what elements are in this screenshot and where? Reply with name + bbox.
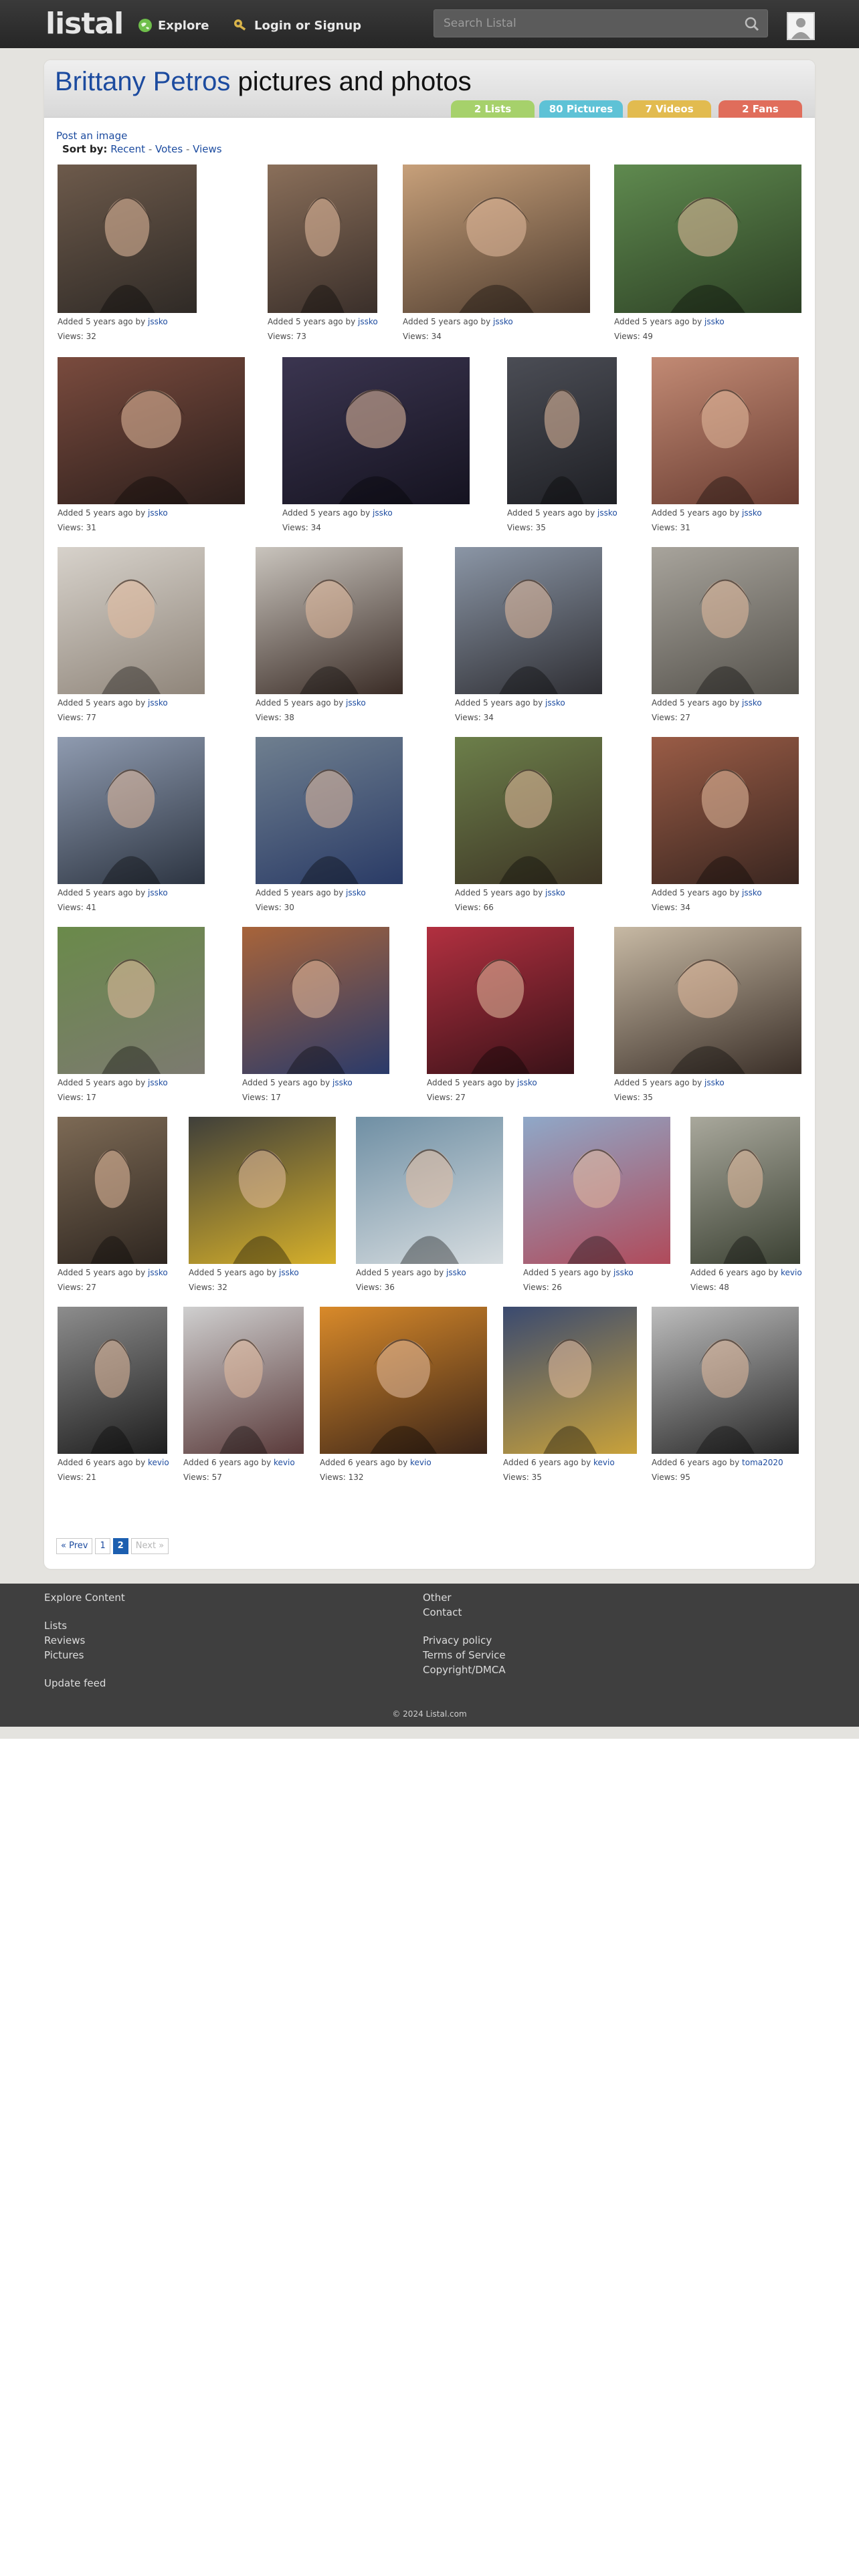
photo-meta — [58, 1458, 169, 1482]
photo-image — [403, 165, 590, 313]
photo-image — [320, 1307, 487, 1454]
photo-added-info — [356, 1268, 466, 1277]
photo-thumbnail[interactable] — [356, 1117, 503, 1264]
photo-thumbnail[interactable] — [614, 165, 801, 313]
photo-meta — [268, 317, 378, 341]
photo-added-text: Added 5 years ago by — [455, 888, 543, 897]
tab-videos[interactable]: 7 Videos — [628, 100, 711, 118]
photo-thumbnail[interactable] — [58, 1117, 167, 1264]
photo-meta — [427, 1078, 537, 1102]
photo-views: Views: 32 — [58, 332, 96, 341]
nav-explore-label: Explore — [158, 18, 209, 33]
photo-image — [356, 1117, 503, 1264]
photo-added-text: Added 6 years ago by — [690, 1268, 779, 1277]
tab-pictures[interactable]: 80 Pictures — [539, 100, 623, 118]
photo-image — [523, 1117, 670, 1264]
photo-added-info — [268, 317, 378, 326]
photo-added-info — [455, 698, 565, 708]
photo-image — [183, 1307, 304, 1454]
photo-views: Views: 21 — [58, 1473, 96, 1482]
photo-image — [58, 1117, 167, 1264]
photo-image — [58, 547, 205, 694]
photo-added-text: Added 5 years ago by — [282, 508, 371, 518]
photo-added-info — [320, 1458, 432, 1467]
photo-uploader-link[interactable]: jssko — [704, 317, 725, 326]
photo-added-text: Added 6 years ago by — [503, 1458, 591, 1467]
photo-meta — [282, 508, 393, 532]
photo-added-info — [58, 1458, 169, 1467]
panel-header — [44, 60, 815, 118]
photo-thumbnail[interactable] — [58, 737, 205, 884]
nav-explore-link[interactable] — [138, 16, 209, 35]
search-input[interactable] — [434, 10, 729, 37]
photo-meta — [507, 508, 617, 532]
photo-image — [503, 1307, 637, 1454]
main-content-panel — [44, 60, 815, 1569]
photo-image — [242, 927, 389, 1074]
nav-login-label: Login or Signup — [254, 18, 362, 33]
photo-uploader-link[interactable]: jssko — [373, 508, 393, 518]
site-footer — [0, 1584, 859, 1727]
nav-login-link[interactable] — [233, 16, 361, 35]
photo-added-info — [652, 1458, 783, 1467]
photo-image — [256, 547, 403, 694]
photo-uploader-link[interactable]: jssko — [742, 698, 762, 708]
photo-uploader-link[interactable]: jssko — [446, 1268, 466, 1277]
photo-meta — [455, 888, 565, 912]
photo-thumbnail[interactable] — [690, 1117, 800, 1264]
photo-added-info — [614, 317, 725, 326]
photo-meta — [455, 698, 565, 722]
photo-image — [507, 357, 617, 504]
footer-terms-link[interactable]: Terms of Service — [423, 1649, 506, 1661]
photo-added-text: Added 5 years ago by — [58, 888, 146, 897]
photo-uploader-link[interactable]: kevio — [593, 1458, 615, 1467]
photo-image — [427, 927, 574, 1074]
photo-meta — [614, 317, 725, 341]
photo-meta — [356, 1268, 466, 1292]
photo-added-info — [690, 1268, 802, 1277]
photo-views: Views: 17 — [58, 1093, 96, 1102]
sort-by-bar: Sort by: Recent - Votes - Views — [62, 143, 222, 155]
photo-added-text: Added 5 years ago by — [58, 1078, 146, 1087]
photo-views: Views: 132 — [320, 1473, 364, 1482]
photo-meta — [183, 1458, 295, 1482]
photo-uploader-link[interactable]: kevio — [410, 1458, 432, 1467]
photo-views: Views: 95 — [652, 1473, 690, 1482]
photo-added-info — [652, 698, 762, 708]
photo-uploader-link[interactable]: jssko — [148, 508, 168, 518]
photo-thumbnail[interactable] — [652, 737, 799, 884]
footer-copyright-link[interactable]: Copyright/DMCA — [423, 1664, 506, 1676]
photo-views: Views: 49 — [614, 332, 653, 341]
photo-uploader-link[interactable]: kevio — [148, 1458, 169, 1467]
photo-thumbnail[interactable] — [507, 357, 617, 504]
photo-added-info — [507, 508, 617, 518]
photo-views: Views: 36 — [356, 1283, 395, 1292]
footer-other-title: Other — [423, 1592, 452, 1604]
photo-meta — [652, 1458, 783, 1482]
photo-added-text: Added 6 years ago by — [183, 1458, 272, 1467]
photo-meta — [256, 698, 366, 722]
photo-added-info — [652, 508, 762, 518]
search-box — [434, 9, 768, 37]
photo-meta — [320, 1458, 432, 1482]
footer-contact-link[interactable]: Contact — [423, 1606, 462, 1618]
photo-added-info — [58, 1268, 168, 1277]
photo-uploader-link[interactable]: jssko — [279, 1268, 299, 1277]
photo-added-info — [427, 1078, 537, 1087]
photo-added-text: Added 5 years ago by — [58, 317, 146, 326]
photo-meta — [256, 888, 366, 912]
photo-uploader-link[interactable]: jssko — [346, 698, 366, 708]
photo-thumbnail[interactable] — [189, 1117, 336, 1264]
photo-meta — [652, 888, 762, 912]
photo-thumbnail[interactable] — [256, 737, 403, 884]
footer-lists-link[interactable]: Lists — [44, 1620, 68, 1632]
user-avatar[interactable] — [787, 12, 815, 40]
photo-meta — [58, 698, 168, 722]
photo-added-text: Added 5 years ago by — [58, 698, 146, 708]
search-icon[interactable] — [743, 15, 761, 33]
photo-uploader-link[interactable]: jssko — [597, 508, 617, 518]
photo-image — [652, 737, 799, 884]
photo-added-info — [282, 508, 393, 518]
photo-thumbnail[interactable] — [320, 1307, 487, 1454]
photo-uploader-link[interactable]: jssko — [545, 888, 565, 897]
photo-thumbnail[interactable] — [268, 165, 377, 313]
photo-image — [614, 165, 801, 313]
photo-meta — [523, 1268, 634, 1292]
photo-added-text: Added 5 years ago by — [507, 508, 595, 518]
photo-uploader-link[interactable]: jssko — [148, 888, 168, 897]
photo-added-text: Added 5 years ago by — [189, 1268, 277, 1277]
photo-meta — [614, 1078, 725, 1102]
photo-added-text: Added 5 years ago by — [403, 317, 491, 326]
photo-added-info — [58, 698, 168, 708]
page-title — [55, 67, 472, 97]
photo-added-text: Added 5 years ago by — [268, 317, 356, 326]
photo-uploader-link[interactable]: jssko — [358, 317, 378, 326]
photo-thumbnail[interactable] — [503, 1307, 637, 1454]
photo-views: Views: 48 — [690, 1283, 729, 1292]
photo-views: Views: 32 — [189, 1283, 227, 1292]
photo-views: Views: 77 — [58, 713, 96, 722]
photo-views: Views: 27 — [652, 713, 690, 722]
photo-uploader-link[interactable]: jssko — [545, 698, 565, 708]
photo-added-text: Added 5 years ago by — [523, 1268, 611, 1277]
photo-thumbnail[interactable] — [58, 1307, 167, 1454]
sort-by-label: Sort by: — [62, 143, 108, 155]
photo-added-info — [58, 888, 168, 897]
celebrity-name-link[interactable]: Brittany Petros — [55, 67, 231, 96]
photo-meta — [58, 1268, 168, 1292]
photo-added-text: Added 5 years ago by — [356, 1268, 444, 1277]
photo-image — [652, 1307, 799, 1454]
footer-copyright-text: © 2024 Listal.com — [392, 1709, 467, 1719]
photo-added-info — [403, 317, 513, 326]
photo-meta — [242, 1078, 353, 1102]
photo-thumbnail[interactable] — [256, 547, 403, 694]
photo-image — [652, 357, 799, 504]
explore-globe-icon — [138, 18, 153, 33]
photo-uploader-link[interactable]: jssko — [493, 317, 513, 326]
photo-thumbnail[interactable] — [242, 927, 389, 1074]
photo-added-text: Added 5 years ago by — [652, 508, 740, 518]
photo-uploader-link[interactable]: toma2020 — [742, 1458, 783, 1467]
photo-views: Views: 27 — [427, 1093, 466, 1102]
photo-views: Views: 31 — [652, 523, 690, 532]
footer-explore-column — [44, 1592, 125, 1692]
photo-meta — [652, 698, 762, 722]
photo-views: Views: 35 — [503, 1473, 542, 1482]
footer-update-feed-link[interactable]: Update feed — [44, 1677, 106, 1689]
photo-thumbnail[interactable] — [183, 1307, 304, 1454]
photo-added-text: Added 5 years ago by — [614, 1078, 702, 1087]
footer-pictures-link[interactable]: Pictures — [44, 1649, 84, 1661]
photo-added-text: Added 5 years ago by — [58, 1268, 146, 1277]
photo-views: Views: 30 — [256, 903, 294, 912]
photo-views: Views: 66 — [455, 903, 494, 912]
sort-views-link[interactable]: Views — [193, 143, 222, 155]
photo-thumbnail[interactable] — [427, 927, 574, 1074]
photo-uploader-link[interactable]: jssko — [148, 1078, 168, 1087]
photo-views: Views: 34 — [455, 713, 494, 722]
photo-thumbnail[interactable] — [523, 1117, 670, 1264]
photo-image — [268, 165, 377, 313]
photo-thumbnail[interactable] — [58, 547, 205, 694]
photo-views: Views: 31 — [58, 523, 96, 532]
photo-added-text: Added 5 years ago by — [242, 1078, 330, 1087]
sort-votes-link[interactable]: Votes — [155, 143, 183, 155]
photo-views: Views: 34 — [403, 332, 442, 341]
photo-views: Views: 73 — [268, 332, 306, 341]
photo-added-info — [189, 1268, 299, 1277]
photo-meta — [690, 1268, 802, 1292]
photo-added-text: Added 5 years ago by — [256, 888, 344, 897]
pagination — [56, 1538, 169, 1554]
photo-views: Views: 27 — [58, 1283, 96, 1292]
photo-uploader-link[interactable]: jssko — [148, 317, 168, 326]
photo-uploader-link[interactable]: jssko — [742, 508, 762, 518]
photo-thumbnail[interactable] — [455, 547, 602, 694]
photo-added-info — [58, 1078, 168, 1087]
photo-image — [58, 357, 245, 504]
photo-thumbnail[interactable] — [58, 357, 245, 504]
photo-thumbnail[interactable] — [652, 1307, 799, 1454]
footer-explore-title: Explore Content — [44, 1592, 125, 1604]
photo-meta — [58, 508, 168, 532]
photo-uploader-link[interactable]: jssko — [346, 888, 366, 897]
photo-views: Views: 26 — [523, 1283, 562, 1292]
photo-added-text: Added 6 years ago by — [320, 1458, 408, 1467]
photo-image — [58, 1307, 167, 1454]
prev-page-link[interactable]: « Prev — [56, 1538, 92, 1554]
photo-thumbnail[interactable] — [58, 165, 197, 313]
photo-meta — [58, 1078, 168, 1102]
photo-added-info — [614, 1078, 725, 1087]
photo-image — [652, 547, 799, 694]
photo-meta — [58, 317, 168, 341]
photo-added-text: Added 5 years ago by — [58, 508, 146, 518]
key-icon — [233, 18, 249, 33]
page-2-current: 2 — [113, 1538, 128, 1554]
photo-added-info — [58, 508, 168, 518]
photo-uploader-link[interactable]: jssko — [742, 888, 762, 897]
photo-meta — [652, 508, 762, 532]
photo-uploader-link[interactable]: jssko — [332, 1078, 353, 1087]
next-page-disabled: Next » — [131, 1538, 169, 1554]
photo-meta — [503, 1458, 615, 1482]
photo-thumbnail[interactable] — [652, 547, 799, 694]
photo-added-text: Added 5 years ago by — [614, 317, 702, 326]
photo-thumbnail[interactable] — [652, 357, 799, 504]
photo-uploader-link[interactable]: kevio — [274, 1458, 295, 1467]
photo-added-info — [256, 888, 366, 897]
photo-image — [189, 1117, 336, 1264]
photo-meta — [403, 317, 513, 341]
page-title-suffix: pictures and photos — [230, 67, 472, 96]
photo-image — [455, 547, 602, 694]
tab-fans[interactable]: 2 Fans — [719, 100, 802, 118]
photo-added-info — [256, 698, 366, 708]
photo-uploader-link[interactable]: jssko — [704, 1078, 725, 1087]
photo-views: Views: 34 — [282, 523, 321, 532]
photo-thumbnail[interactable] — [455, 737, 602, 884]
photo-views: Views: 17 — [242, 1093, 281, 1102]
photo-uploader-link[interactable]: jssko — [613, 1268, 634, 1277]
photo-added-info — [242, 1078, 353, 1087]
sort-recent-link[interactable]: Recent — [110, 143, 146, 155]
photo-added-text: Added 6 years ago by — [58, 1458, 146, 1467]
photo-added-info — [455, 888, 565, 897]
photo-added-info — [183, 1458, 295, 1467]
tab-lists[interactable]: 2 Lists — [451, 100, 535, 118]
photo-views: Views: 57 — [183, 1473, 222, 1482]
photo-views: Views: 35 — [507, 523, 546, 532]
photo-added-info — [652, 888, 762, 897]
photo-views: Views: 41 — [58, 903, 96, 912]
photo-image — [256, 737, 403, 884]
photo-added-text: Added 5 years ago by — [652, 698, 740, 708]
photo-image — [690, 1117, 800, 1264]
listal-logo[interactable]: listal — [45, 7, 124, 41]
photo-image — [58, 165, 197, 313]
photo-added-text: Added 6 years ago by — [652, 1458, 740, 1467]
photo-added-text: Added 5 years ago by — [427, 1078, 515, 1087]
photo-uploader-link[interactable]: jssko — [148, 698, 168, 708]
photo-image — [58, 737, 205, 884]
top-navigation-bar — [0, 0, 859, 48]
photo-uploader-link[interactable]: jssko — [517, 1078, 537, 1087]
photo-image — [455, 737, 602, 884]
photo-added-text: Added 5 years ago by — [455, 698, 543, 708]
footer-other-column — [423, 1592, 506, 1679]
photo-thumbnail[interactable] — [58, 927, 205, 1074]
footer-privacy-link[interactable]: Privacy policy — [423, 1634, 492, 1646]
photo-image — [614, 927, 801, 1074]
post-image-link[interactable]: Post an image — [56, 130, 128, 142]
photo-added-info — [523, 1268, 634, 1277]
photo-meta — [189, 1268, 299, 1292]
photo-thumbnail[interactable] — [282, 357, 470, 504]
page-1-link[interactable]: 1 — [95, 1538, 110, 1554]
photo-added-text: Added 5 years ago by — [652, 888, 740, 897]
photo-image — [282, 357, 470, 504]
photo-thumbnail[interactable] — [403, 165, 590, 313]
photo-uploader-link[interactable]: jssko — [148, 1268, 168, 1277]
footer-reviews-link[interactable]: Reviews — [44, 1634, 86, 1646]
photo-added-text: Added 5 years ago by — [256, 698, 344, 708]
photo-added-info — [503, 1458, 615, 1467]
photo-views: Views: 34 — [652, 903, 690, 912]
photo-views: Views: 38 — [256, 713, 294, 722]
photo-uploader-link[interactable]: kevio — [781, 1268, 802, 1277]
photo-meta — [58, 888, 168, 912]
photo-added-info — [58, 317, 168, 326]
photo-views: Views: 35 — [614, 1093, 653, 1102]
photo-thumbnail[interactable] — [614, 927, 801, 1074]
photo-image — [58, 927, 205, 1074]
